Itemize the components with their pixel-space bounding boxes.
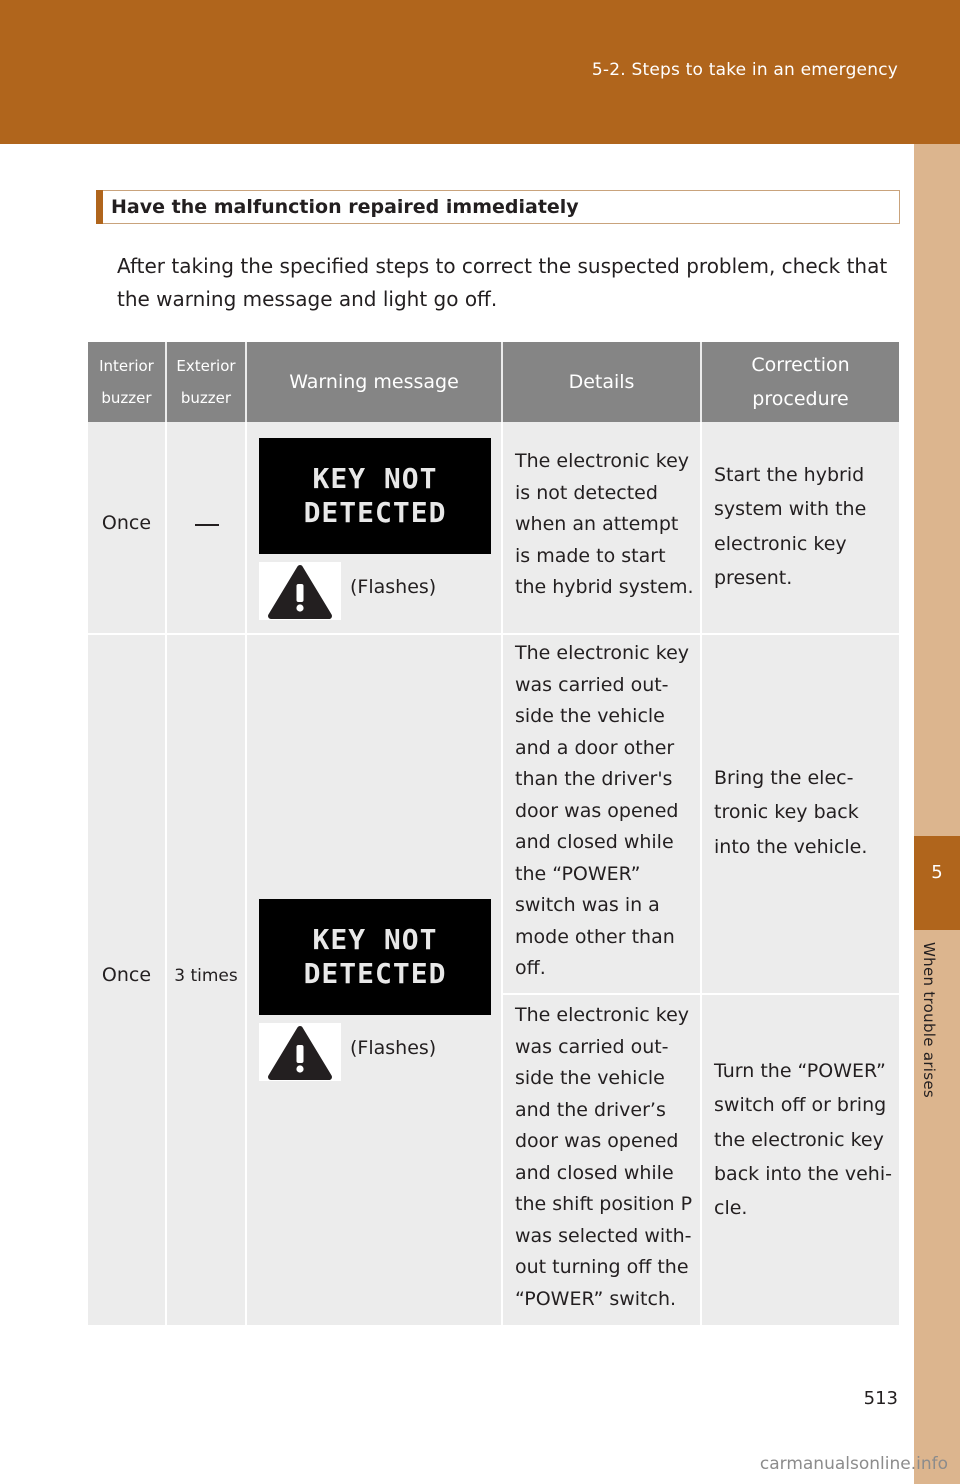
row1-interior-buzzer: Once [101, 512, 152, 534]
row2-interior-buzzer: Once [101, 964, 152, 986]
watermark: carmanualsonline.info [759, 1454, 948, 1474]
section-breadcrumb: 5-2. Steps to take in an emergency [591, 60, 898, 80]
chapter-tab[interactable] [914, 836, 960, 930]
grid-line [501, 422, 503, 1325]
chapter-side-strip [914, 144, 960, 1484]
warning-triangle-icon [259, 1023, 341, 1081]
row2-exterior-buzzer: 3 times [174, 966, 238, 986]
row2a-details: The electronic key was carried out-side the vehicle and a door other than the driver's door was opened and closed while the “POWER” switch was in a mode other than off. [515, 642, 690, 979]
page-header [0, 0, 960, 144]
warning-triangle-icon [259, 562, 341, 620]
section-heading-marker [96, 190, 103, 224]
header-correction: Correction procedure [702, 342, 899, 422]
row1-details: The electronic key is not detected when an attempt is made to start the hybrid system. [515, 450, 694, 598]
row2-warning-light-box [259, 1023, 341, 1081]
row2b-correction: Turn the “POWER” switch off or bring the electronic key back into the vehi-cle. [714, 1060, 892, 1220]
row1-message-display [259, 438, 491, 554]
grid-line [165, 422, 167, 1325]
header-exterior-buzzer: Exterior buzzer [167, 342, 245, 422]
row1-message-text: KEY NOT DETECTED [303, 462, 447, 529]
header-details: Details [503, 342, 700, 422]
intro-paragraph: After taking the specified steps to correct the suspected problem, check that the warning message and light go off. [117, 254, 888, 311]
page-number: 513 [863, 1388, 898, 1409]
chapter-label: When trouble arises [920, 942, 938, 1099]
subrow-divider [501, 993, 899, 995]
header-interior-buzzer: Interior buzzer [88, 342, 165, 422]
row1-correction: Start the hybrid system with the electronic key present. [714, 464, 867, 589]
grid-line [700, 422, 702, 1325]
row1-exterior-buzzer-none [195, 524, 219, 526]
row1-flashes-note: (Flashes) [350, 576, 437, 598]
row1-warning-light-box [259, 562, 341, 620]
row2-message-text: KEY NOT DETECTED [303, 923, 447, 990]
warning-table [88, 342, 899, 1325]
section-heading-box [96, 190, 900, 224]
row-divider [88, 633, 899, 635]
header-warning-message: Warning message [247, 342, 501, 422]
row2-message-display [259, 899, 491, 1015]
row2-flashes-note: (Flashes) [350, 1037, 437, 1059]
row2a-correction: Bring the elec-tronic key back into the vehicle. [714, 767, 868, 858]
chapter-number: 5 [931, 862, 943, 883]
grid-line [245, 422, 247, 1325]
row2b-details: The electronic key was carried out-side the vehicle and the driver’s door was opened and closed while the shift position P was selected with-out turning off the “POWER” switch. [515, 1004, 693, 1310]
section-heading: Have the malfunction repaired immediately [111, 196, 579, 218]
